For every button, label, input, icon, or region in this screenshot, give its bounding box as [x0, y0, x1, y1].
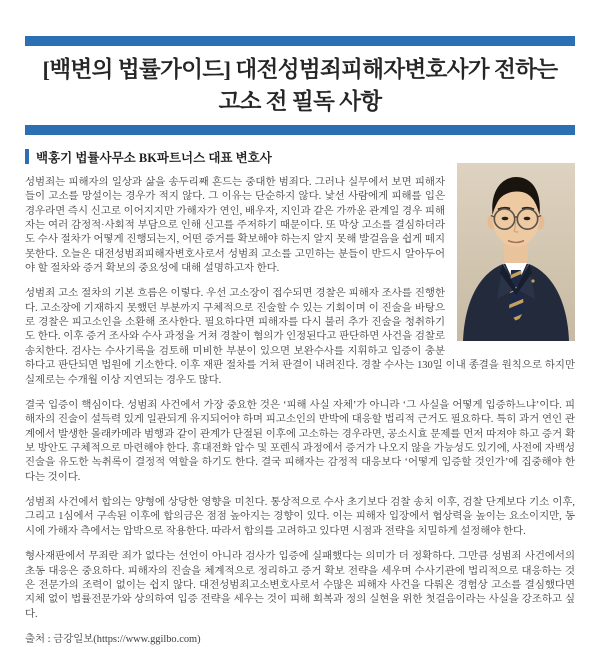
page-title: [35, 54, 565, 118]
portrait-illustration: [457, 163, 575, 341]
page-title-line-2: 고소 전 필독 사항: [218, 88, 382, 114]
byline-accent-bar: [25, 149, 29, 164]
article-body: [25, 176, 575, 647]
article-paragraph-5: 형사재판에서 무죄란 죄가 없다는 선언이 아니라 검사가 입증에 실패했다는 의미가 더 정확하다. 그만큼 성범죄 사건에서의 초동 대응은 중요하다. 피해자의 진술을 체계적으로 정리하고 증거 확보 전략을 세우며 수사기관에 법리적으로 대응하는 것은 전문가의 조력이 없이는 쉽지 않다. 대전성범죄고소변호사로서 수많은 피해자 사건을 다뤄온 경험상 고소를 결심했다면 지체 없이 법률전문가와 상의하여 입증 전략을 세우는 것이 피해 회복과 정의 실현을 위한 첫걸음이라는 사실을 강조하고 싶다.: [25, 551, 575, 620]
article-paragraph-3: 결국 입증이 핵심이다. 성범죄 사건에서 가장 중요한 것은 ‘피해 사실 자체’가 아니라 ‘그 사실을 어떻게 입증하느냐’이다. 피해자의 진술이 설득력 있게 일관되게 유지되어야 하며 피고소인의 반박에 대응할 법리적 근거도 필요하다. 특히 과거 연인 관계에서 발생한 몰래카메라 범행과 같이 관계가 단절된 이후에 고소하는 경우라면, 공소시효 문제를 먼저 따져야 하고 증거 확보 방안도 구체적으로 마련해야 한다. 휴대전화 압수 및 포렌식 과정에서 증거가 나오지 않을 가능성도 있기에, 사전에 자백성 진술을 유도한 녹취록이 결정적 역할을 하기도 한다. 결국 피해자는 감정적 대응보다 ‘어떻게 입증할 것인가’에 집중해야 한다는 것이다.: [25, 399, 575, 483]
byline-text: 백홍기 법률사무소 BK파트너스 대표 변호사: [36, 150, 272, 165]
article-paragraph-2: 성범죄 고소 절차의 기본 흐름은 이렇다. 우선 고소장이 접수되면 경찰은 피해자 조사를 진행한다. 고소장에 기재하지 못했던 부분까지 구체적으로 진술할 수 있는 기회이며 이 진술을 바탕으로 경찰은 피고소인을 소환해 조사한다. 필요하다면 피해자를 다시 불러 추가 진술을 청취하기도 한다. 이후 증거 조사와 수사 과정을 거쳐 경찰이 혐의가 인정된다고 판단하면 사건을 검찰로 송치한다. 검사는 수사기록을 검토해 미비한 부분이 있으면 보완수사를 지휘하고 입증이 충분하다고 판단되면 법원에 기소한다. 이후 재판 절차를 거쳐 판결이 내려진다. 경찰 수사는 130일 이내 종결을 원칙으로 하지만 실제로는 수개월 이상 지연되는 경우도 많다.: [25, 288, 575, 386]
article-paragraph-4: 성범죄 사건에서 합의는 양형에 상당한 영향을 미친다. 통상적으로 수사 초기보다 검찰 송치 이후, 검찰 단계보다 기소 이후, 그리고 1심에서 구속된 이후에 합의금은 점점 높아지는 경향이 있다. 이는 피해자 입장에서 협상력을 높이는 요소이지만, 동시에 가해자 측에서는 압박으로 작용한다. 따라서 합의를 고려하고 있다면 시점과 전략을 치밀하게 설정해야 한다.: [25, 497, 575, 537]
lawyer-portrait-photo: [457, 163, 575, 341]
article-paragraph-1: 성범죄는 피해자의 일상과 삶을 송두리째 흔드는 중대한 범죄다. 그러나 실무에서 보면 피해자들이 고소를 망설이는 경우가 적지 않다. 그 이유는 단순하지 않다. 낯선 사람에게 피해를 입은 경우라면 즉시 신고로 이어지지만 가해자가 연인, 배우자, 지인과 같은 가까운 관계일 경우 피해자는 여러 감정적·사회적 부담으로 인해 신고를 주저하기 때문이다. 또 막상 고소를 결심하더라도 수사 절차가 어떻게 진행되는지, 어떤 증거를 확보해야 하는지 알지 못해 발걸음을 쉽게 떼지 못한다. 오늘은 대전성범죄피해자변호사로서 성범죄 고소를 고민하는 분들이 반드시 알아두어야 할 절차와 증거 확보의 중요성에 대해 설명하고자 한다.: [25, 176, 445, 275]
source-line: 출처 : 금강일보(https://www.ggilbo.com): [25, 633, 201, 645]
page-title-line-1: [백변의 법률가이드] 대전성범죄피해자변호사가 전하는: [42, 57, 558, 82]
title-divider-top: [25, 36, 575, 46]
title-divider-bottom: [25, 125, 575, 135]
